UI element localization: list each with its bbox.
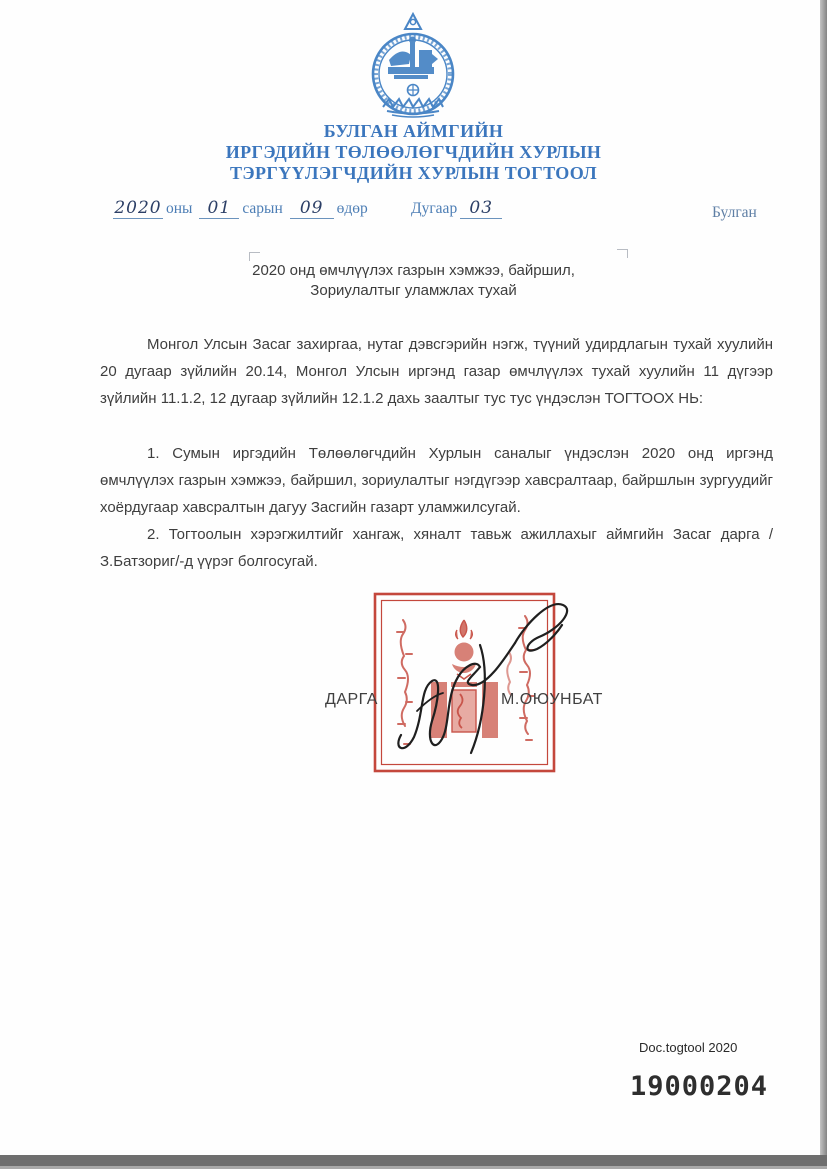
signer-name: М.ОЮУНБАТ [501,691,603,708]
handwritten-day: 09 [299,198,324,218]
resolution-item-1: 1. Сумын иргэдийн Төлөөлөгчдийн Хурлын саналыг үндэслэн 2020 онд иргэнд өмчлүүлэх газрын хэмжээ, байршил, зориулалтыг нэгдүгээр хавсралтаар, байршлын зургуудийг хоёрдугаар хавсралтын дагуу Засгийн газарт уламжилсугай. [100,445,773,516]
year-label: оны [166,200,193,217]
org-name-line2: ИРГЭДИЙН ТӨЛӨӨЛӨГЧДИЙН ХУРЛЫН [225,142,602,162]
month-label: сарын [242,200,283,217]
mongolia-state-emblem-icon [357,10,469,120]
month-blank [199,199,239,219]
document-body [100,331,773,575]
org-name-line1: БУЛГАН АЙМГИЙН [323,121,504,141]
resolution-item-2: 2. Тогтоолын хэрэгжилтийг хангаж, хяналт тавьж ажиллахыг аймгийн Засаг дарга /З.Батзориг/-д үүрэг болгосугай. [100,526,773,570]
date-line [0,199,827,227]
number-blank [460,199,502,219]
place-name: Булган [712,204,757,221]
stamped-doc-number: 19000204 [630,1071,769,1102]
day-blank [290,199,334,219]
scan-edge-right [820,0,827,1169]
scan-edge-bottom [0,1155,827,1166]
number-label: Дугаар [411,200,458,217]
handwritten-month: 01 [207,198,232,218]
signer-title: ДАРГА [325,691,378,708]
date-fields [113,199,371,219]
document-number-field [408,199,502,219]
chairman-signature [383,583,595,781]
document-title [0,261,827,301]
preamble-paragraph: Монгол Улсын Засаг захиргаа, нутаг дэвсгэрийн нэгж, түүний удирдлагын тухай хуулийн 20 дугаар зүйлийн 20.14, Монгол Улсын иргэнд газар өмчлүүлэх тухай хуулийн 11 дүгээр зүйлийн 11.1.2, 12 дугаар зүйлийн 12.1.2 дахь заалтыг тус тус үндэслэн ТОГТООХ НЬ: [100,336,773,407]
day-label: өдөр [336,200,368,217]
title-corner-mark-left [249,252,260,261]
title-corner-mark-right [617,249,628,258]
handwritten-year: 2020 [114,198,162,218]
organization-heading [0,121,827,184]
title-line1: 2020 онд өмчлүүлэх газрын хэмжээ, байршил, [252,262,575,279]
title-line2: Зориулалтыг уламжлах тухай [310,282,517,299]
org-name-line3: ТЭРГҮҮЛЭГЧДИЙН ХУРЛЫН ТОГТООЛ [229,163,598,183]
handwritten-number: 03 [469,198,494,218]
doc-reference: Doc.togtool 2020 [639,1040,738,1055]
year-blank [113,199,163,219]
